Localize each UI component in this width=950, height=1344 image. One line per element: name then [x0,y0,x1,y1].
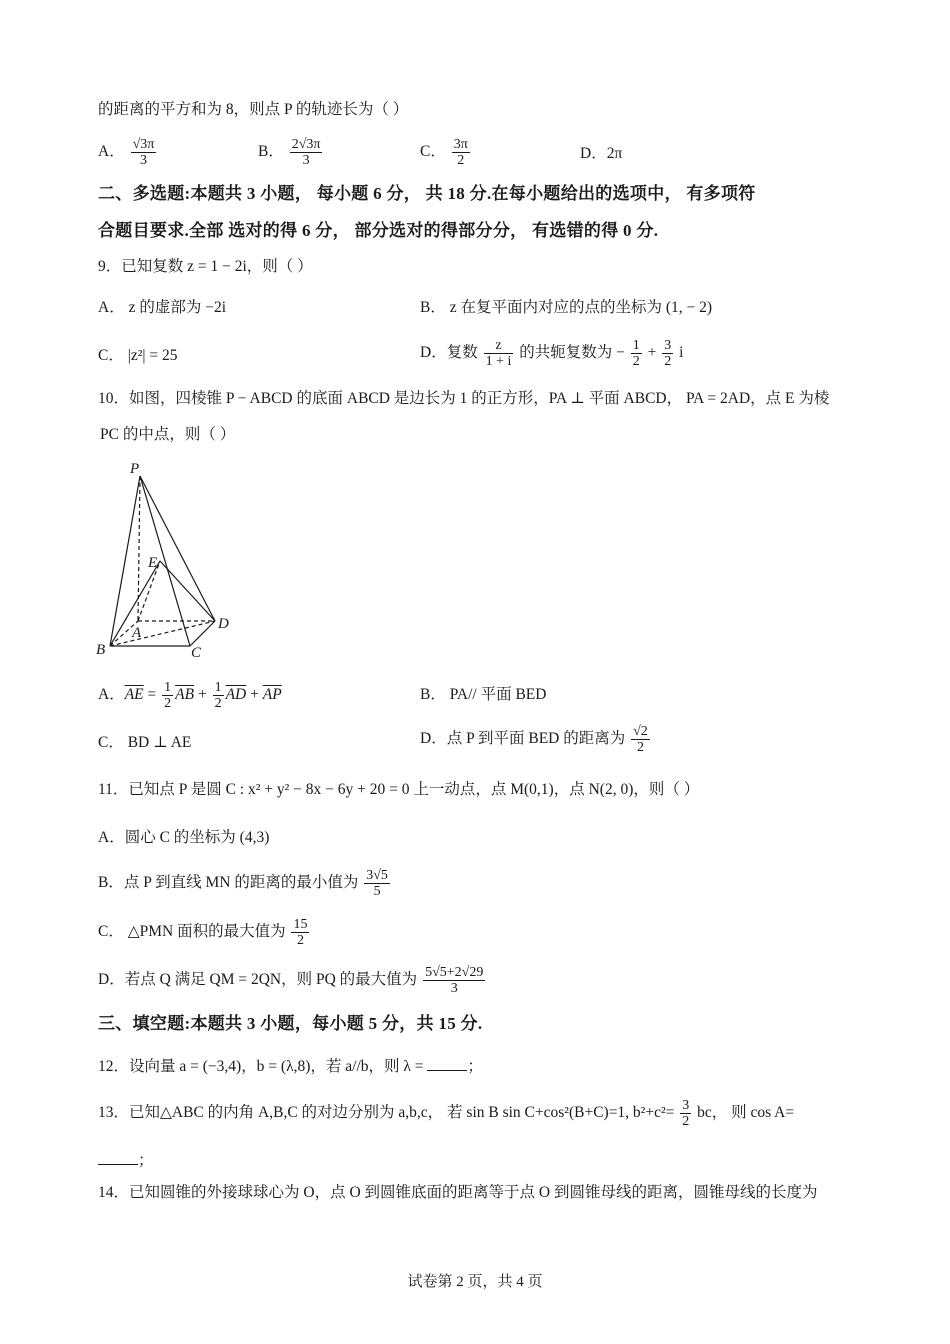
q11-c-fraction: $\frac{15}{2}$ [293,917,308,948]
pyramid-figure [90,458,250,663]
q9-d-fraction: $\frac{z}{1 + i}$ [485,338,512,369]
q11-b-fraction: $\frac{3√5}{5}$ [366,868,388,899]
q11-option-c[interactable]: C． △PMN 面积的最大值为 $\frac{15}{2}$ [98,917,308,948]
q8-option-a[interactable]: A． $\frac{√3\pi}{3}$ [98,137,155,168]
page-footer: 试卷第 2 页，共 4 页 [407,1274,543,1290]
q13-fraction: $\frac{3}{2}$ [682,1098,690,1129]
q12-stem: 12．设向量 a = (−3,4)，b = (λ,8)，若 a//b，则 λ = ； [98,1058,483,1075]
q10-stem-line2: PC 的中点，则（ ） [100,426,236,443]
q11-d-fraction: $\frac{5√5+2√29}{3}$ [425,965,484,996]
q10-stem-line1: 10．如图，四棱锥 P − ABCD 的底面 ABCD 是边长为 1 的正方形，PA ⊥ 平面 ABCD， PA = 2AD，点 E 为棱 [98,390,830,407]
q13-answer-blank[interactable] [98,1150,138,1165]
q8-tail: 的距离的平方和为 8，则点 P 的轨迹长为（ ） [98,101,409,118]
q9-stem: 9．已知复数 z = 1 − 2i，则（ ） [98,258,313,275]
q13-stem: 13．已知△ABC 的内角 A,B,C 的对边分别为 a,b,c， 若 sin B sin C+cos²(B+C)=1, b²+c²= $\frac{3}{2}$ bc， 则 cos A= [98,1098,795,1129]
vertex-label-d: D [218,616,229,632]
q10-option-a[interactable]: A．$\overline{AE}$ = $\frac{1}{2}$ $\overline{AB}$ + $\frac{1}{2}$ $\overline{AD} + \overline{AP}$ [98,680,282,711]
q9-option-c[interactable]: C． |z²| = 25 [98,347,178,364]
q9-option-d[interactable]: D．复数 $\frac{z}{1 + i}$ 的共轭复数为 − $\frac{1}{2}$ + $\frac{3}{2}$ i [420,338,684,369]
q11-option-a[interactable]: A．圆心 C 的坐标为 (4,3) [98,829,270,846]
q10-option-b[interactable]: B． PA// 平面 BED [420,686,547,703]
q8-option-d[interactable]: D．2π [580,145,623,162]
vertex-label-p: P [130,461,140,477]
vertex-label-b: B [96,642,106,658]
q9-option-b[interactable]: B． z 在复平面内对应的点的坐标为 (1, − 2) [420,299,713,316]
q9-option-a[interactable]: A． z 的虚部为 −2i [98,299,226,316]
q11-option-d[interactable]: D．若点 Q 满足 QM = 2QN，则 PQ 的最大值为 $\frac{5√5+2√29}{3}$ [98,965,484,996]
q8-c-fraction: $\frac{3\pi}{2}$ [453,137,468,168]
q11-option-b[interactable]: B．点 P 到直线 MN 的距离的最小值为 $\frac{3√5}{5}$ [98,868,388,899]
section3-header: 三、填空题:本题共 3 小题，每小题 5 分，共 15 分. [98,1014,483,1033]
q14-stem: 14．已知圆锥的外接球球心为 O，点 O 到圆锥底面的距离等于点 O 到圆锥母线的距离，圆锥母线的长度为 [98,1184,818,1201]
q8-b-fraction: $\frac{2√3\pi}{3}$ [291,137,321,168]
q8-option-b[interactable]: B． $\frac{2√3\pi}{3}$ [258,137,321,168]
q9-d-half: $\frac{1}{2}$ [632,338,640,369]
q10-option-d[interactable]: D．点 P 到平面 BED 的距离为 $\frac{√2}{2}$ [420,724,648,755]
q11-stem: 11．已知点 P 是圆 C : x² + y² − 8x − 6y + 20 = 0 上一动点，点 M(0,1)，点 N(2, 0)，则（ ） [98,781,700,798]
q10-a-half-1: $\frac{1}{2}$ [164,680,172,711]
q10-d-fraction: $\frac{√2}{2}$ [633,724,648,755]
q12-answer-blank[interactable] [427,1056,467,1071]
q9-d-three-halves: $\frac{3}{2}$ [664,338,672,369]
q8-a-fraction: $\frac{√3\pi}{3}$ [132,137,155,168]
q13-answer-line: ； [98,1150,154,1172]
vertex-label-a: A [132,625,142,641]
vertex-label-e: E [148,555,158,571]
section2-header-line2: 合题目要求.全部 选对的得 6 分， 部分选对的得部分分， 有选错的得 0 分. [98,221,659,240]
vertex-label-c: C [191,645,202,661]
q10-a-half-2: $\frac{1}{2}$ [214,680,222,711]
q8-option-c[interactable]: C． $\frac{3\pi}{2}$ [420,137,468,168]
section2-header-line1: 二、多选题:本题共 3 小题， 每小题 6 分， 共 18 分.在每小题给出的选项中， 有多项符 [98,184,756,203]
q10-option-c[interactable]: C． BD ⊥ AE [98,734,192,751]
